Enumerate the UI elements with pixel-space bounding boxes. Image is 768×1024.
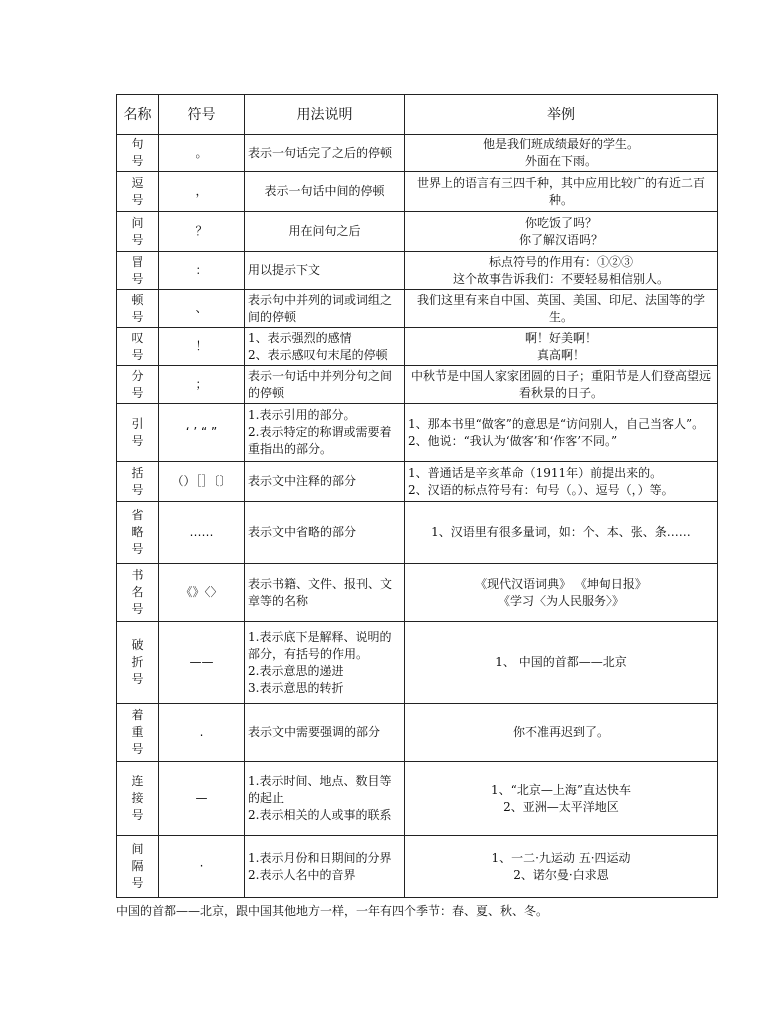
example-line: 真高啊！: [536, 347, 585, 362]
row-name-cell: [117, 366, 159, 404]
table-row: [117, 252, 718, 290]
row-symbol-cell: ，: [159, 172, 245, 212]
row-name-cell: [117, 328, 159, 366]
row-name-char: 号: [131, 309, 144, 324]
footer-sentence: 中国的首都——北京，跟中国其他地方一样，一年有四个季节：春、夏、秋、冬。: [116, 904, 549, 918]
row-usage-cell: [245, 290, 405, 328]
row-name-char: 接: [131, 791, 144, 805]
usage-line: 用以提示下文: [248, 263, 321, 277]
table-row: [117, 135, 718, 172]
usage-line: 表示文中需要强调的部分: [248, 725, 381, 739]
row-name-char: 书: [131, 568, 144, 582]
usage-line: 表示一句话中间的停顿: [264, 184, 385, 198]
row-usage-cell: [245, 462, 405, 502]
row-name-char: 号: [131, 742, 144, 756]
row-example-cell: [405, 366, 718, 404]
example-line: 啊！好美啊！: [524, 330, 597, 345]
row-name-char: 号: [131, 232, 144, 247]
row-name-char: 略: [131, 525, 144, 539]
row-name-cell: [117, 622, 159, 704]
row-name-char: 重: [131, 725, 144, 739]
row-name-char: 着: [131, 708, 144, 722]
row-usage-cell: [245, 252, 405, 290]
row-example-cell: [405, 704, 718, 762]
row-name-char: 隔: [131, 859, 144, 873]
example-line: 标点符号的作用有：①②③: [488, 254, 633, 269]
row-name-char: 括: [131, 465, 144, 480]
row-name-cell: [117, 836, 159, 898]
example-line: 《现代汉语词典》 《坤甸日报》: [475, 576, 647, 591]
row-name-char: 问: [131, 215, 144, 230]
table-row: [117, 762, 718, 836]
table-row: [117, 172, 718, 212]
example-line: 世界上的语言有三四千种，其中应用比较广的有近二百种。: [416, 175, 705, 207]
row-name-char: 间: [131, 842, 144, 856]
punctuation-table: [116, 94, 718, 898]
row-usage-cell: [245, 404, 405, 462]
usage-line: 表示一句话中并列分句之间的停顿: [248, 368, 393, 400]
row-name-char: 引: [131, 416, 144, 431]
row-name-char: 省: [131, 508, 144, 522]
row-example-cell: [405, 462, 718, 502]
example-line: 2、亚洲—太平洋地区: [503, 799, 619, 814]
row-symbol-cell: （）［］〔〕: [159, 462, 245, 502]
row-name-char: 号: [131, 271, 144, 286]
example-line: 1、一二·九运动 五·四运动: [491, 850, 631, 865]
row-name-cell: [117, 135, 159, 172]
row-name-cell: [117, 462, 159, 502]
row-name-char: 号: [131, 808, 144, 822]
row-usage-cell: [245, 212, 405, 252]
row-name-char: 名: [131, 585, 144, 599]
example-line: 你吃饭了吗？: [524, 215, 597, 230]
row-usage-cell: [245, 502, 405, 564]
usage-line: 1.表示时间、地点、数目等的起止: [248, 774, 392, 805]
row-name-char: 顿: [131, 292, 144, 307]
row-name-cell: [117, 252, 159, 290]
row-name-cell: [117, 172, 159, 212]
header-name: 名称: [117, 95, 159, 135]
usage-line: 表示一句话完了之后的停顿: [248, 145, 393, 160]
row-symbol-cell: 、: [159, 290, 245, 328]
header-symbol: 符号: [159, 95, 245, 135]
example-line: 2、诺尔曼·白求恩: [513, 867, 609, 882]
row-usage-cell: [245, 172, 405, 212]
row-name-cell: [117, 404, 159, 462]
row-usage-cell: [245, 622, 405, 704]
usage-line: 表示书籍、文件、报刊、文章等的名称: [248, 576, 393, 608]
example-line: 《学习〈为人民服务〉》: [497, 593, 624, 608]
table-row: [117, 502, 718, 564]
example-line: 我们这里有来自中国、英国、美国、印尼、法国等的学生。: [416, 292, 705, 324]
row-symbol-cell: ：: [159, 252, 245, 290]
usage-line: 表示文中省略的部分: [248, 525, 357, 539]
row-example-cell: [405, 404, 718, 462]
row-symbol-cell: 《》〈〉: [159, 564, 245, 622]
example-line: 这个故事告诉我们：不要轻易相信别人。: [452, 271, 669, 286]
header-usage: 用法说明: [245, 95, 405, 135]
table-row: [117, 366, 718, 404]
row-name-char: 号: [131, 672, 144, 686]
row-usage-cell: [245, 366, 405, 404]
row-example-cell: [405, 836, 718, 898]
example-line: 1、普通话是辛亥革命（1911年）前提出来的。: [408, 465, 663, 480]
table-row: [117, 704, 718, 762]
example-line: 他是我们班成绩最好的学生。: [482, 137, 639, 151]
example-line: 1、汉语里有很多量词，如：个、本、张、条……: [431, 525, 691, 539]
row-symbol-cell: ——: [159, 622, 245, 704]
example-line: 2、汉语的标点符号有：句号（。）、逗号（，）等。: [408, 482, 674, 497]
usage-line: 用在问句之后: [288, 224, 361, 238]
table-header-row: [117, 95, 718, 135]
row-name-cell: [117, 290, 159, 328]
row-name-char: 冒: [131, 254, 144, 269]
row-name-char: 号: [131, 433, 144, 448]
row-example-cell: [405, 172, 718, 212]
table-row: [117, 328, 718, 366]
row-name-char: 破: [131, 638, 144, 652]
row-example-cell: [405, 762, 718, 836]
row-name-char: 逗: [131, 175, 144, 190]
row-example-cell: [405, 290, 718, 328]
row-example-cell: [405, 328, 718, 366]
row-symbol-cell: 。: [159, 135, 245, 172]
row-name-char: 号: [131, 876, 144, 890]
example-line: 你了解汉语吗？: [518, 232, 603, 247]
row-name-char: 折: [131, 655, 144, 669]
row-name-char: 句: [131, 137, 144, 151]
row-name-char: 号: [131, 347, 144, 362]
row-name-char: 叹: [131, 330, 144, 345]
punctuation-table-wrapper: [116, 94, 718, 898]
row-symbol-cell: .: [159, 704, 245, 762]
row-usage-cell: [245, 836, 405, 898]
example-line: 1、那本书里“做客”的意思是“访问别人，自己当客人”。: [408, 416, 705, 431]
example-line: 2、他说：“我认为‘做客’和‘作客’不同。”: [408, 433, 618, 448]
usage-line: 2.表示特定的称谓或需要着重指出的部分。: [248, 425, 392, 456]
example-line: 外面在下雨。: [524, 154, 597, 168]
row-name-char: 号: [131, 154, 144, 168]
usage-line: 1.表示底下是解释、说明的部分，有括号的作用。: [248, 629, 392, 661]
table-row: [117, 564, 718, 622]
row-usage-cell: [245, 564, 405, 622]
usage-line: 2.表示意思的递进: [248, 663, 344, 678]
row-symbol-cell: —: [159, 762, 245, 836]
row-symbol-cell: ……: [159, 502, 245, 564]
row-name-cell: [117, 212, 159, 252]
header-example: 举例: [405, 95, 718, 135]
row-symbol-cell: ·: [159, 836, 245, 898]
row-name-char: 号: [131, 542, 144, 556]
table-row: [117, 622, 718, 704]
usage-line: 表示句中并列的词或词组之间的停顿: [248, 292, 393, 324]
table-body: [117, 135, 718, 898]
usage-line: 表示文中注释的部分: [248, 474, 357, 488]
example-line: 你不准再迟到了。: [512, 725, 609, 739]
row-usage-cell: [245, 135, 405, 172]
usage-line: 1.表示引用的部分。: [248, 408, 356, 422]
row-usage-cell: [245, 762, 405, 836]
row-example-cell: [405, 252, 718, 290]
usage-line: 1、表示强烈的感情: [248, 330, 352, 345]
row-example-cell: [405, 622, 718, 704]
example-line: 中秋节是中国人家家团圆的日子；重阳节是人们登高望远看秋景的日子。: [410, 368, 711, 400]
row-name-cell: [117, 762, 159, 836]
row-name-cell: [117, 502, 159, 564]
row-example-cell: [405, 564, 718, 622]
row-name-char: 号: [131, 192, 144, 207]
row-symbol-cell: ‘ ’ “ ”: [159, 404, 245, 462]
row-usage-cell: [245, 704, 405, 762]
row-symbol-cell: ？: [159, 212, 245, 252]
table-row: [117, 462, 718, 502]
row-example-cell: [405, 502, 718, 564]
row-name-cell: [117, 564, 159, 622]
row-name-char: 号: [131, 482, 144, 497]
row-symbol-cell: ！: [159, 328, 245, 366]
row-name-char: 号: [131, 385, 144, 400]
table-row: [117, 212, 718, 252]
row-example-cell: [405, 212, 718, 252]
example-line: 1、 中国的首都——北京: [495, 655, 627, 669]
row-example-cell: [405, 135, 718, 172]
row-name-char: 号: [131, 602, 144, 616]
example-line: 1、“北京—上海”直达快车: [491, 782, 631, 797]
usage-line: 2.表示相关的人或事的联系: [248, 808, 392, 822]
row-symbol-cell: ；: [159, 366, 245, 404]
usage-line: 3.表示意思的转折: [248, 680, 344, 695]
row-name-char: 连: [131, 774, 144, 788]
usage-line: 1.表示月份和日期间的分界 2.表示人名中的音界: [248, 850, 392, 882]
usage-line: 2、表示感叹句末尾的停顿: [248, 347, 388, 362]
row-usage-cell: [245, 328, 405, 366]
row-name-cell: [117, 704, 159, 762]
table-row: [117, 404, 718, 462]
table-row: [117, 836, 718, 898]
row-name-char: 分: [131, 368, 144, 383]
table-row: [117, 290, 718, 328]
